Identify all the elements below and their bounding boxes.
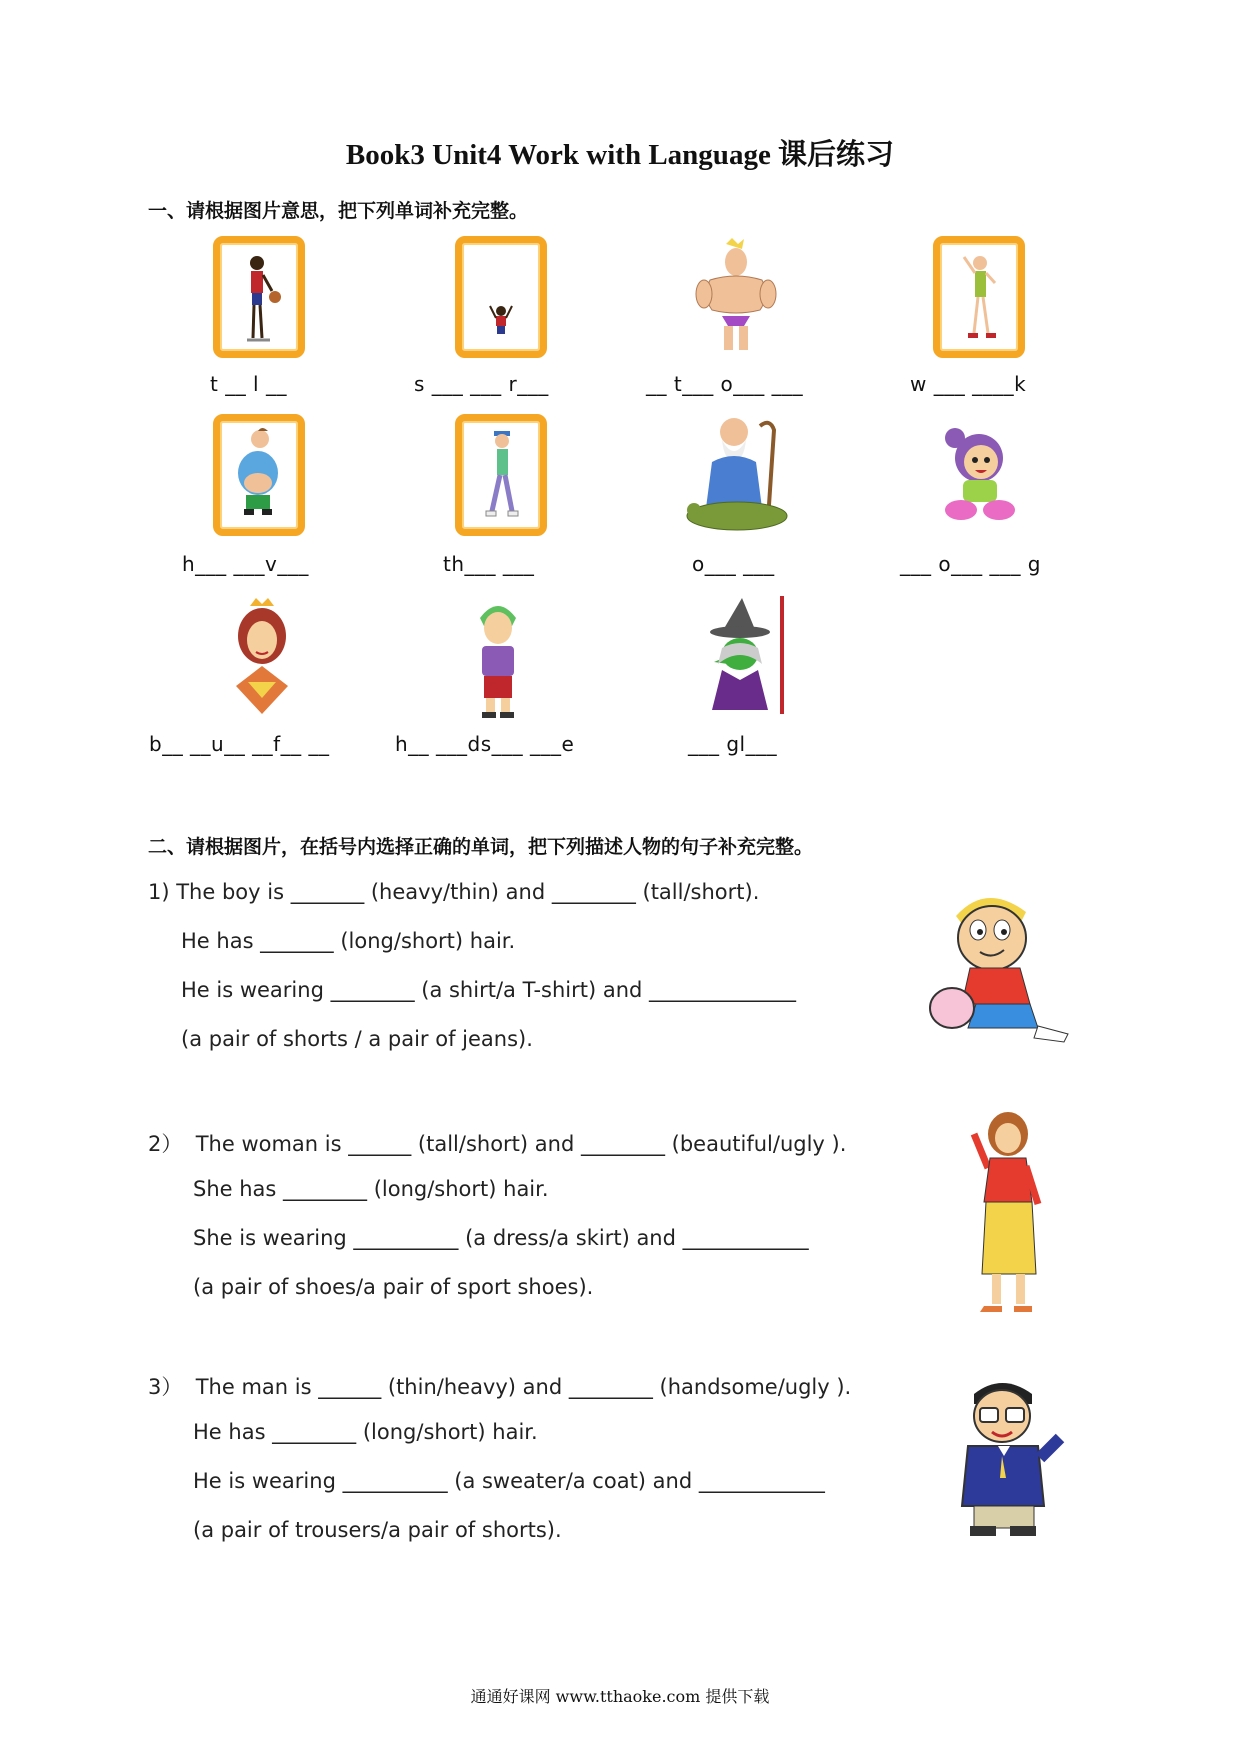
- q3-line-2: He has ________ (long/short) hair.: [193, 1420, 538, 1444]
- word-item-6: th___ ___: [443, 552, 535, 576]
- heavy-man-icon: [213, 414, 305, 536]
- word-item-9: b__ __u__ __f__ __: [149, 732, 330, 756]
- q3-line-4: (a pair of trousers/a pair of shorts).: [193, 1518, 562, 1542]
- word-item-11: ___ gl___: [688, 732, 778, 756]
- q3-line-3: He is wearing __________ (a sweater/a coat) and ____________: [193, 1469, 825, 1493]
- word-item-7: o___ ___: [692, 552, 775, 576]
- boy-with-ball-icon: [926, 886, 1076, 1050]
- q1-line-3: He is wearing ________ (a shirt/a T-shirt) and ______________: [181, 978, 797, 1002]
- word-item-1: t __ l __: [210, 372, 287, 396]
- word-item-10: h__ ___ds___ ___e: [395, 732, 575, 756]
- handsome-boy-icon: [462, 596, 534, 724]
- word-item-5: h___ ___v___: [182, 552, 309, 576]
- weak-man-icon: [933, 236, 1025, 358]
- word-item-2: s ___ ___ r___: [414, 372, 549, 396]
- section1-heading: 一、请根据图片意思，把下列单词补充完整。: [148, 200, 529, 222]
- q2-line-2: She has ________ (long/short) hair.: [193, 1177, 549, 1201]
- ugly-witch-icon: [692, 594, 788, 720]
- page-title: Book3 Unit4 Work with Language 课后练习: [345, 139, 895, 171]
- q2-line-4: (a pair of shoes/a pair of sport shoes).: [193, 1275, 594, 1299]
- tall-boy-icon: [213, 236, 305, 358]
- word-item-3: __ t___ o___ ___: [646, 372, 804, 396]
- q1-line-2: He has _______ (long/short) hair.: [181, 929, 516, 953]
- q1-line-1: 1) The boy is _______ (heavy/thin) and ________ (tall/short).: [148, 880, 760, 904]
- section2-heading: 二、请根据图片，在括号内选择正确的单词，把下列描述人物的句子补充完整。: [148, 836, 814, 858]
- q2-line-1: 2） The woman is ______ (tall/short) and ________ (beautiful/ugly ).: [148, 1132, 847, 1156]
- man-in-sweater-icon: [938, 1376, 1068, 1544]
- q1-line-4: (a pair of shorts / a pair of jeans).: [181, 1027, 533, 1051]
- q3-line-1: 3） The man is ______ (thin/heavy) and ________ (handsome/ugly ).: [148, 1375, 852, 1399]
- woman-in-skirt-icon: [958, 1108, 1058, 1322]
- thin-boy-icon: [455, 414, 547, 536]
- strong-man-icon: [690, 236, 782, 362]
- footer-credit: 通通好课网 www.tthaoke.com 提供下载: [470, 1687, 770, 1706]
- word-item-4: w ___ ____k: [910, 372, 1027, 396]
- young-girl-icon: [933, 418, 1029, 532]
- short-kid-icon: [455, 236, 547, 358]
- old-man-icon: [682, 412, 792, 540]
- word-item-8: ___ o___ ___ g: [900, 552, 1042, 576]
- q2-line-3: She is wearing __________ (a dress/a skirt) and ____________: [193, 1226, 809, 1250]
- beautiful-woman-icon: [222, 596, 302, 718]
